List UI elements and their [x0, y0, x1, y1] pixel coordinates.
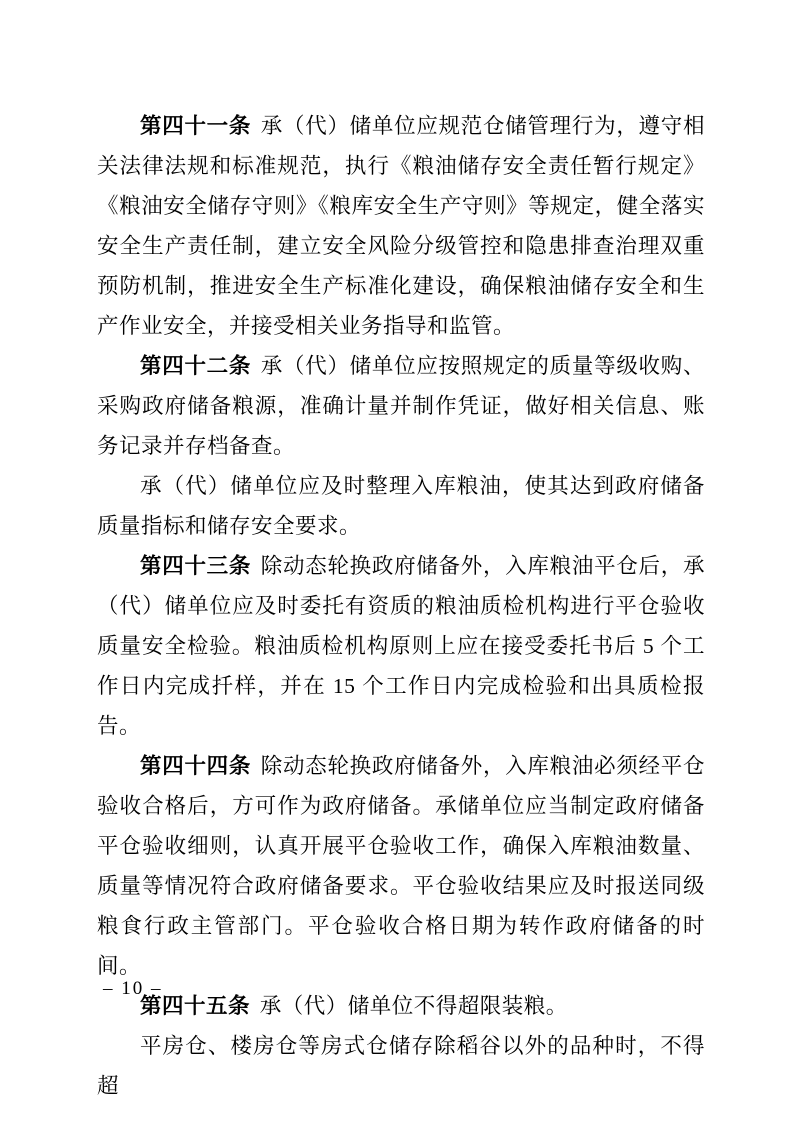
paragraph-article-45	[97, 986, 705, 1026]
paragraph-article-44	[97, 746, 705, 986]
document-body	[97, 106, 705, 1106]
paragraph-article-42	[97, 346, 705, 466]
article-heading: 第四十二条	[140, 354, 252, 378]
article-heading: 第四十三条	[140, 554, 252, 578]
article-heading: 第四十五条	[140, 994, 251, 1018]
article-heading: 第四十一条	[140, 114, 252, 138]
paragraph-text: 平房仓、楼房仓等房式仓储存除稻谷以外的品种时，不得超	[97, 1034, 705, 1098]
paragraph-text: 承（代）储单位应按照规定的质量等级收购、采购政府储备粮源，准确计量并制作凭证，做好相关信息、账务记录并存档备查。	[97, 354, 705, 458]
paragraph-text: 承（代）储单位不得超限装粮。	[259, 994, 568, 1018]
paragraph-text: 承（代）储单位应及时整理入库粮油，使其达到政府储备质量指标和储存安全要求。	[97, 474, 705, 538]
paragraph-article-42-continuation	[97, 466, 705, 546]
paragraph-article-41	[97, 106, 705, 346]
paragraph-text: 除动态轮换政府储备外，入库粮油必须经平仓验收合格后，方可作为政府储备。承储单位应当制定政府储备平仓验收细则，认真开展平仓验收工作，确保入库粮油数量、质量等情况符合政府储备要求。平仓验收结果应及时报送同级粮食行政主管部门。平仓验收合格日期为转作政府储备的时间。	[97, 754, 705, 978]
paragraph-article-43	[97, 546, 705, 746]
article-heading: 第四十四条	[140, 754, 252, 778]
paragraph-text: 除动态轮换政府储备外，入库粮油平仓后，承（代）储单位应及时委托有资质的粮油质检机构进行平仓验收质量安全检验。粮油质检机构原则上应在接受委托书后 5 个工作日内完成扦样，并在 15 个工作日内完成检验和出具质检报告。	[97, 554, 705, 738]
paragraph-article-45-continuation	[97, 1026, 705, 1106]
page-number: – 10 –	[103, 978, 163, 999]
paragraph-text: 承（代）储单位应规范仓储管理行为，遵守相关法律法规和标准规范，执行《粮油储存安全责任暂行规定》《粮油安全储存守则》《粮库安全生产守则》等规定，健全落实安全生产责任制，建立安全风险分级管控和隐患排查治理双重预防机制，推进安全生产标准化建设，确保粮油储存安全和生产作业安全，并接受相关业务指导和监管。	[97, 114, 705, 338]
